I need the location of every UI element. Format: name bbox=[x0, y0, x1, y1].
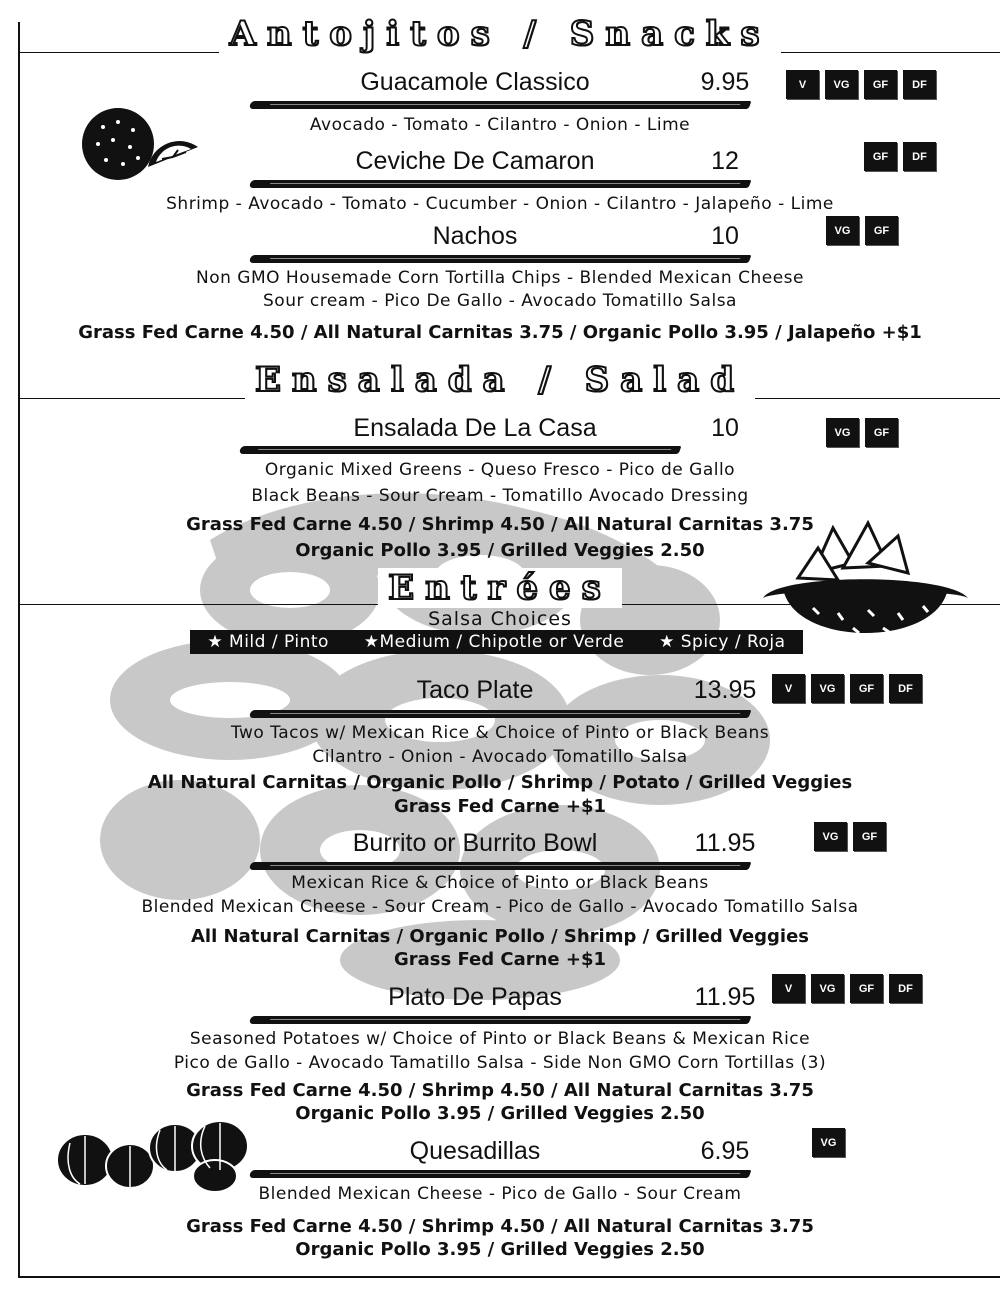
item-addons: Grass Fed Carne +$1 bbox=[393, 796, 607, 817]
dairy-free-badge: DF bbox=[903, 70, 936, 99]
gluten-free-badge: GF bbox=[850, 674, 883, 703]
item-description: Non GMO Housemade Corn Tortilla Chips - Blended Mexican Cheese bbox=[196, 268, 804, 288]
item-price: 13.95 bbox=[693, 676, 757, 704]
brush-stroke bbox=[249, 862, 752, 870]
dairy-free-badge: DF bbox=[889, 674, 922, 703]
dietary-badges bbox=[826, 216, 898, 245]
dietary-badges bbox=[772, 674, 922, 703]
gluten-free-badge: GF bbox=[853, 822, 886, 851]
item-name: Nachos bbox=[432, 222, 518, 250]
brush-stroke bbox=[249, 180, 752, 188]
salsa-option-medium: ★Medium / Chipotle or Verde bbox=[363, 632, 625, 652]
item-addons: All Natural Carnitas / Organic Pollo / Shrimp / Grilled Veggies bbox=[190, 926, 810, 947]
dietary-badges bbox=[772, 974, 922, 1003]
item-addons: Grass Fed Carne 4.50 / All Natural Carnitas 3.75 / Organic Pollo 3.95 / Jalapeño +$1 bbox=[78, 322, 922, 343]
dietary-badges bbox=[786, 70, 936, 99]
item-name: Ensalada De La Casa bbox=[353, 414, 597, 442]
dairy-free-badge: DF bbox=[903, 142, 936, 171]
salsa-choices-title: Salsa Choices bbox=[428, 608, 572, 630]
item-price: 12 bbox=[711, 147, 739, 175]
tomatillos-icon bbox=[55, 1118, 265, 1193]
brush-stroke bbox=[249, 255, 752, 263]
item-price: 11.95 bbox=[694, 983, 756, 1011]
item-price: 11.95 bbox=[694, 829, 756, 857]
item-price: 9.95 bbox=[700, 68, 750, 96]
gluten-free-badge: GF bbox=[865, 216, 898, 245]
vegetarian-badge: VG bbox=[811, 674, 844, 703]
item-addons: Organic Pollo 3.95 / Grilled Veggies 2.50 bbox=[295, 1103, 705, 1124]
item-addons: Grass Fed Carne 4.50 / Shrimp 4.50 / All Natural Carnitas 3.75 bbox=[186, 1080, 814, 1101]
gluten-free-badge: GF bbox=[864, 142, 897, 171]
item-description: Blended Mexican Cheese - Pico de Gallo - Sour Cream bbox=[258, 1184, 742, 1204]
gluten-free-badge: GF bbox=[865, 418, 898, 447]
brush-stroke bbox=[249, 1016, 752, 1024]
vegan-badge: V bbox=[772, 974, 805, 1003]
vegetarian-badge: VG bbox=[812, 1128, 845, 1157]
vegan-badge: V bbox=[772, 674, 805, 703]
dietary-badges bbox=[812, 1128, 845, 1157]
dietary-badges bbox=[864, 142, 936, 171]
item-addons: Grass Fed Carne +$1 bbox=[393, 949, 607, 970]
item-addons: Organic Pollo 3.95 / Grilled Veggies 2.50 bbox=[295, 540, 705, 561]
item-price: 10 bbox=[711, 222, 739, 250]
dairy-free-badge: DF bbox=[889, 974, 922, 1003]
section-title-entrees: Entrées bbox=[0, 568, 1000, 608]
item-description: Mexican Rice & Choice of Pinto or Black Beans bbox=[291, 873, 709, 893]
item-description: Shrimp - Avocado - Tomato - Cucumber - Onion - Cilantro - Jalapeño - Lime bbox=[166, 194, 834, 214]
item-name: Plato De Papas bbox=[388, 983, 562, 1011]
item-description: Black Beans - Sour Cream - Tomatillo Avocado Dressing bbox=[251, 486, 749, 506]
brush-stroke bbox=[249, 710, 752, 718]
item-description: Sour cream - Pico De Gallo - Avocado Tomatillo Salsa bbox=[263, 291, 737, 311]
section-title-salad: Ensalada / Salad bbox=[0, 360, 1000, 400]
salsa-option-spicy: ★ Spicy / Roja bbox=[659, 632, 786, 652]
vegetarian-badge: VG bbox=[814, 822, 847, 851]
item-addons: All Natural Carnitas / Organic Pollo / Shrimp / Potato / Grilled Veggies bbox=[147, 772, 853, 793]
gluten-free-badge: GF bbox=[850, 974, 883, 1003]
item-addons: Grass Fed Carne 4.50 / Shrimp 4.50 / All Natural Carnitas 3.75 bbox=[186, 1216, 814, 1237]
item-description: Pico de Gallo - Avocado Tamatillo Salsa - Side Non GMO Corn Tortillas (3) bbox=[173, 1053, 827, 1073]
item-name: Taco Plate bbox=[416, 676, 534, 704]
salsa-option-mild: ★ Mild / Pinto bbox=[207, 632, 329, 652]
item-addons: Grass Fed Carne 4.50 / Shrimp 4.50 / All Natural Carnitas 3.75 bbox=[186, 514, 814, 535]
gluten-free-badge: GF bbox=[864, 70, 897, 99]
item-description: Cilantro - Onion - Avocado Tomatillo Salsa bbox=[312, 747, 688, 767]
item-name: Guacamole Classico bbox=[360, 68, 590, 96]
brush-stroke bbox=[239, 446, 682, 454]
item-name: Burrito or Burrito Bowl bbox=[352, 829, 598, 857]
brush-stroke bbox=[249, 1170, 752, 1178]
item-description: Avocado - Tomato - Cilantro - Onion - Lime bbox=[309, 115, 691, 135]
item-price: 6.95 bbox=[700, 1137, 750, 1165]
item-addons: Organic Pollo 3.95 / Grilled Veggies 2.50 bbox=[295, 1239, 705, 1260]
brush-stroke bbox=[249, 101, 752, 109]
vegan-badge: V bbox=[786, 70, 819, 99]
item-name: Quesadillas bbox=[409, 1137, 541, 1165]
item-description: Seasoned Potatoes w/ Choice of Pinto or Black Beans & Mexican Rice bbox=[189, 1029, 811, 1049]
vegetarian-badge: VG bbox=[826, 418, 859, 447]
item-description: Blended Mexican Cheese - Sour Cream - Pico de Gallo - Avocado Tomatillo Salsa bbox=[141, 897, 859, 917]
dietary-badges bbox=[814, 822, 886, 851]
section-title-snacks: Antojitos / Snacks bbox=[0, 14, 1000, 54]
salsa-choices-bar bbox=[190, 630, 803, 654]
item-price: 10 bbox=[711, 414, 739, 442]
dietary-badges bbox=[826, 418, 898, 447]
item-description: Organic Mixed Greens - Queso Fresco - Pico de Gallo bbox=[264, 460, 736, 480]
item-name: Ceviche De Camaron bbox=[355, 147, 595, 175]
vegetarian-badge: VG bbox=[826, 216, 859, 245]
item-description: Two Tacos w/ Mexican Rice & Choice of Pinto or Black Beans bbox=[230, 723, 770, 743]
vegetarian-badge: VG bbox=[811, 974, 844, 1003]
vegetarian-badge: VG bbox=[825, 70, 858, 99]
